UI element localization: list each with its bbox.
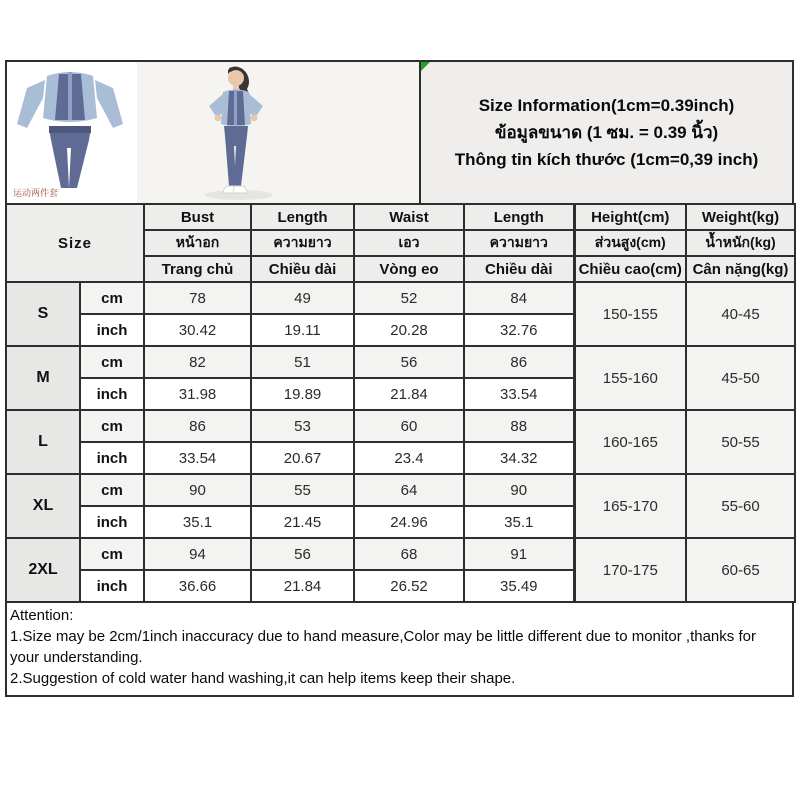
header-cell-vi: Vòng eo <box>354 256 464 282</box>
size-label-cell: XL <box>6 474 80 538</box>
unit-inch-cell: inch <box>80 570 144 602</box>
attention-heading: Attention: <box>10 607 74 624</box>
value-cell: 20.67 <box>251 442 354 474</box>
title-cell <box>421 62 792 203</box>
header-cell-vi: Chiều dài <box>251 256 354 282</box>
header-cell-th: น้ำหนัก(kg) <box>686 230 795 256</box>
size-label-cell: L <box>6 410 80 474</box>
value-cell: 56 <box>251 538 354 570</box>
header-cell-th: ส่วนสูง(cm) <box>574 230 686 256</box>
height-range-cell: 150-155 <box>574 282 686 346</box>
weight-range-cell: 45-50 <box>686 346 795 410</box>
header-cell-th: ความยาว <box>464 230 574 256</box>
height-range-cell: 165-170 <box>574 474 686 538</box>
header-cell-en: Weight(kg) <box>686 204 795 230</box>
value-cell: 94 <box>144 538 251 570</box>
value-cell: 34.32 <box>464 442 574 474</box>
header-cell-en: Length <box>251 204 354 230</box>
header-row-en <box>6 204 795 230</box>
unit-inch-cell: inch <box>80 442 144 474</box>
unit-inch-cell: inch <box>80 378 144 410</box>
value-cell: 52 <box>354 282 464 314</box>
value-cell: 84 <box>464 282 574 314</box>
unit-inch-cell: inch <box>80 314 144 346</box>
value-cell: 31.98 <box>144 378 251 410</box>
table-row-cm <box>6 474 795 506</box>
value-cell: 51 <box>251 346 354 378</box>
product-photo-illustration <box>7 62 421 203</box>
value-cell: 21.84 <box>251 570 354 602</box>
header-cell-en: Bust <box>144 204 251 230</box>
product-image-cell <box>7 62 421 203</box>
value-cell: 33.54 <box>464 378 574 410</box>
value-cell: 88 <box>464 410 574 442</box>
value-cell: 56 <box>354 346 464 378</box>
value-cell: 21.45 <box>251 506 354 538</box>
value-cell: 20.28 <box>354 314 464 346</box>
value-cell: 24.96 <box>354 506 464 538</box>
weight-range-cell: 40-45 <box>686 282 795 346</box>
height-range-cell: 155-160 <box>574 346 686 410</box>
unit-cm-cell: cm <box>80 474 144 506</box>
header-cell-en: Height(cm) <box>574 204 686 230</box>
attention-note-1: 1.Size may be 2cm/1inch inaccuracy due to hand measure,Color may be little different due to monitor ,thanks for your understanding. <box>10 628 756 666</box>
value-cell: 19.89 <box>251 378 354 410</box>
height-range-cell: 160-165 <box>574 410 686 474</box>
unit-cm-cell: cm <box>80 410 144 442</box>
size-table <box>5 203 796 603</box>
header-cell-vi: Trang chủ <box>144 256 251 282</box>
title-vi: Thông tin kích thước (1cm=0,39 inch) <box>454 150 759 170</box>
value-cell: 90 <box>144 474 251 506</box>
product-photo-flatlay <box>7 62 137 203</box>
weight-range-cell: 50-55 <box>686 410 795 474</box>
table-row-cm <box>6 346 795 378</box>
value-cell: 21.84 <box>354 378 464 410</box>
header-cell-th: ความยาว <box>251 230 354 256</box>
unit-inch-cell: inch <box>80 506 144 538</box>
title-en: Size Information(1cm=0.39inch) <box>478 95 735 115</box>
value-cell: 90 <box>464 474 574 506</box>
table-row-cm <box>6 410 795 442</box>
size-label-cell: S <box>6 282 80 346</box>
value-cell: 68 <box>354 538 464 570</box>
header-cell-vi: Chiều dài <box>464 256 574 282</box>
header-cell-vi: Cân nặng(kg) <box>686 256 795 282</box>
value-cell: 53 <box>251 410 354 442</box>
header-cell-th: หน้าอก <box>144 230 251 256</box>
corner-flag-icon <box>421 62 430 71</box>
value-cell: 35.1 <box>144 506 251 538</box>
unit-cm-cell: cm <box>80 346 144 378</box>
header-cell-en: Length <box>464 204 574 230</box>
product-photo-model <box>137 62 421 203</box>
value-cell: 91 <box>464 538 574 570</box>
value-cell: 33.54 <box>144 442 251 474</box>
value-cell: 78 <box>144 282 251 314</box>
weight-range-cell: 55-60 <box>686 474 795 538</box>
value-cell: 82 <box>144 346 251 378</box>
height-range-cell: 170-175 <box>574 538 686 602</box>
size-column-header: Size <box>6 204 144 282</box>
size-chart-sheet <box>5 60 794 697</box>
value-cell: 32.76 <box>464 314 574 346</box>
value-cell: 35.1 <box>464 506 574 538</box>
value-cell: 26.52 <box>354 570 464 602</box>
value-cell: 86 <box>464 346 574 378</box>
unit-cm-cell: cm <box>80 282 144 314</box>
table-row-cm <box>6 282 795 314</box>
value-cell: 23.4 <box>354 442 464 474</box>
value-cell: 30.42 <box>144 314 251 346</box>
attention-note-2: 2.Suggestion of cold water hand washing,it can help items keep their shape. <box>10 670 516 687</box>
value-cell: 60 <box>354 410 464 442</box>
header-cell-th: เอว <box>354 230 464 256</box>
table-row-cm <box>6 538 795 570</box>
title-th: ข้อมูลขนาด (1 ซม. = 0.39 นิ้ว) <box>494 122 719 142</box>
weight-range-cell: 60-65 <box>686 538 795 602</box>
header-cell-en: Waist <box>354 204 464 230</box>
value-cell: 19.11 <box>251 314 354 346</box>
value-cell: 64 <box>354 474 464 506</box>
value-cell: 55 <box>251 474 354 506</box>
size-label-cell: M <box>6 346 80 410</box>
value-cell: 36.66 <box>144 570 251 602</box>
size-label-cell: 2XL <box>6 538 80 602</box>
product-caption-cn: 运动两件套 <box>13 188 59 198</box>
top-row <box>5 60 794 205</box>
unit-cm-cell: cm <box>80 538 144 570</box>
value-cell: 86 <box>144 410 251 442</box>
value-cell: 49 <box>251 282 354 314</box>
value-cell: 35.49 <box>464 570 574 602</box>
header-cell-vi: Chiều cao(cm) <box>574 256 686 282</box>
attention-box <box>5 603 794 697</box>
